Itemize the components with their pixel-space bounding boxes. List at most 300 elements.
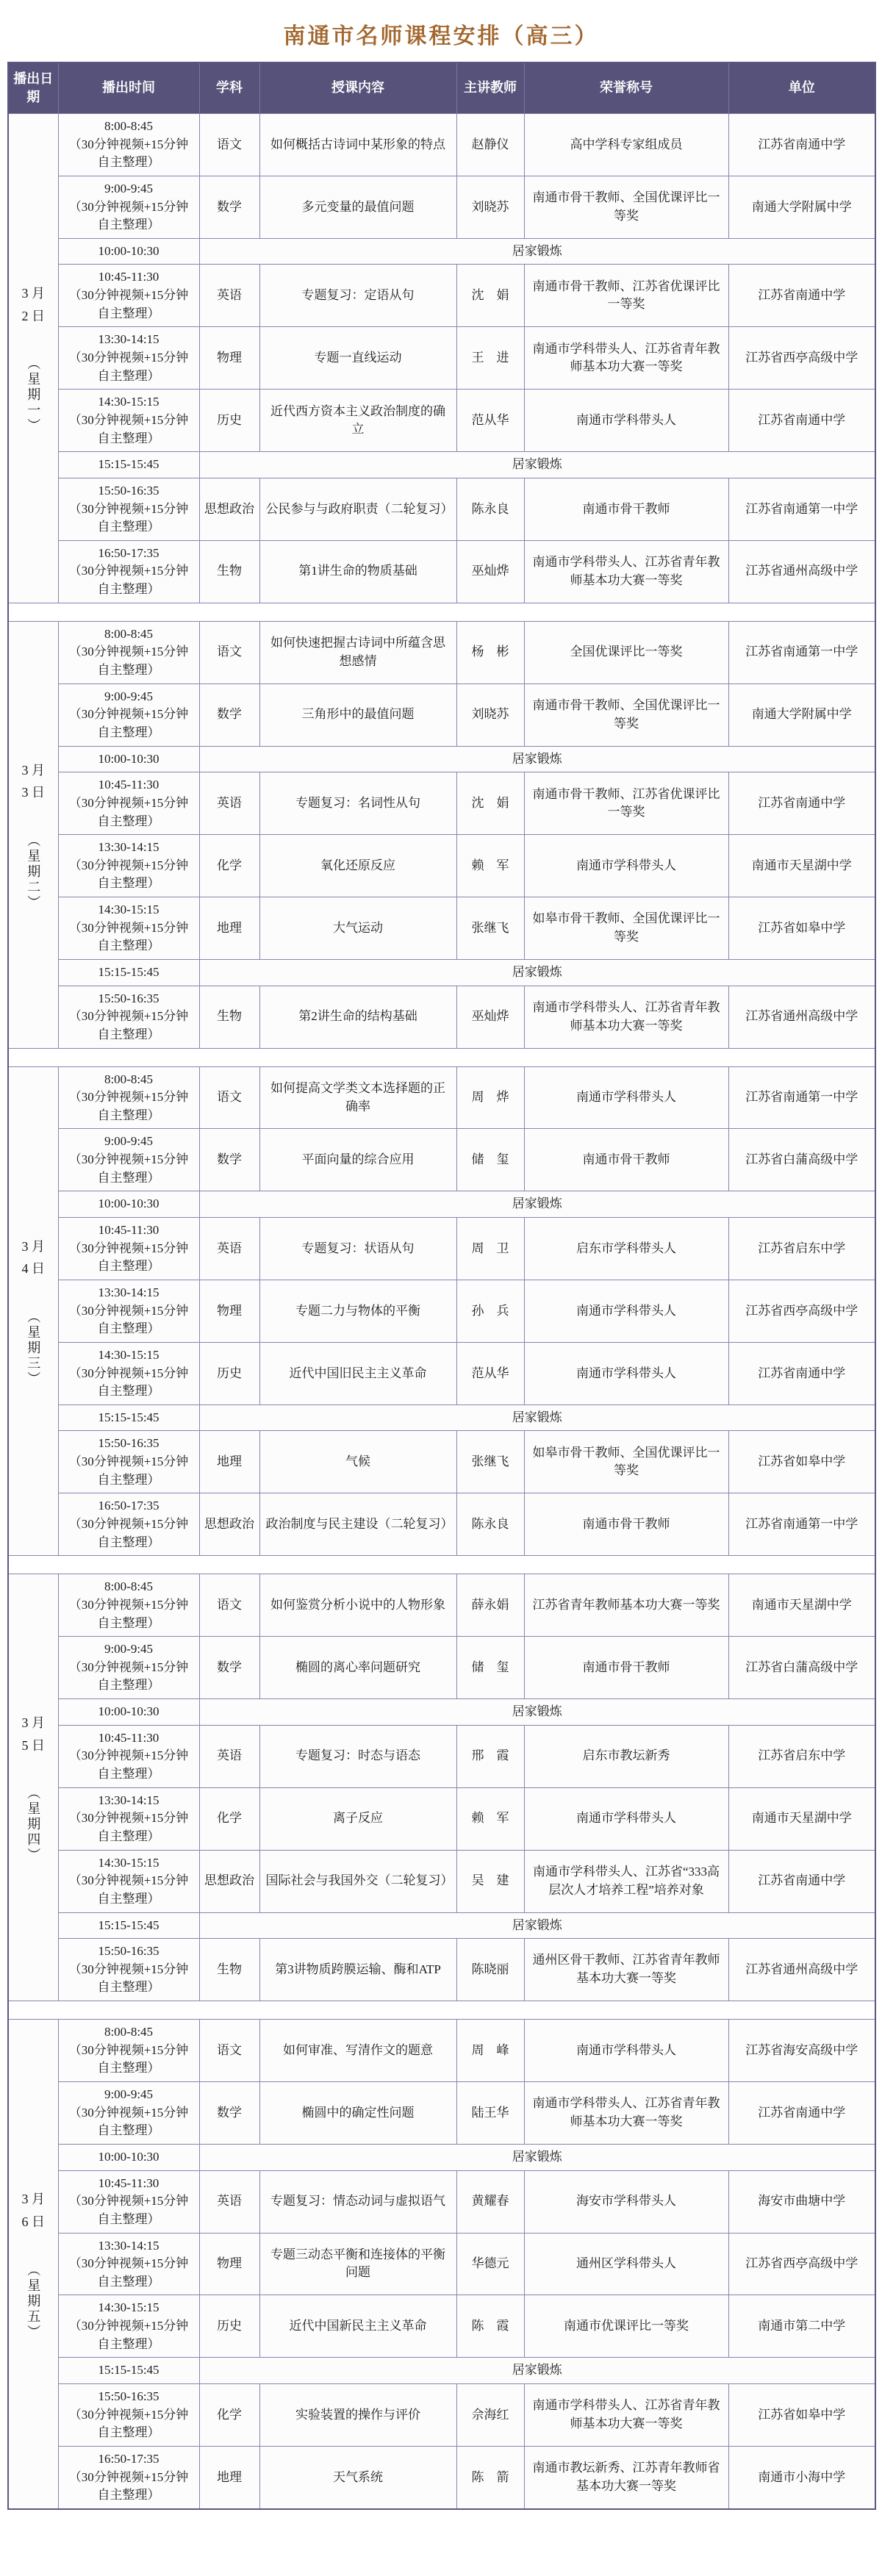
unit-cell: 江苏省南通中学	[728, 114, 875, 176]
lesson-row	[8, 2233, 875, 2295]
subject-cell: 思想政治	[199, 478, 259, 540]
lesson-row	[8, 1637, 875, 1699]
honor-cell: 南通市学科带头人	[524, 1342, 728, 1404]
subject-cell: 化学	[199, 835, 259, 897]
date-day: 2 日	[21, 308, 45, 323]
time-note: （30分钟视频+15分钟自主整理）	[68, 412, 189, 445]
subject-cell: 英语	[199, 2170, 259, 2233]
teacher-cell: 陆王华	[456, 2082, 524, 2145]
date-wrap	[10, 2188, 57, 2339]
lesson-row	[8, 114, 875, 176]
unit-cell: 江苏省如皋中学	[728, 1431, 875, 1493]
time-cell	[58, 2358, 199, 2384]
honor-cell: 南通市教坛新秀、江苏青年教师省基本功大赛一等奖	[524, 2446, 728, 2508]
day-gap-row	[8, 603, 875, 621]
content-cell: 椭圆中的确定性问题	[259, 2082, 456, 2145]
time-text: 14:30-15:15	[98, 1347, 159, 1362]
unit-cell: 江苏省通州高级中学	[728, 1939, 875, 2001]
lesson-row	[8, 897, 875, 960]
time-text: 10:45-11:30	[98, 1223, 159, 1238]
unit-cell: 江苏省启东中学	[728, 1725, 875, 1787]
honor-cell: 南通市骨干教师、全国优课评比一等奖	[524, 176, 728, 238]
unit-cell: 江苏省西亭高级中学	[728, 1280, 875, 1342]
time-text: 15:15-15:45	[98, 1410, 159, 1424]
time-note: （30分钟视频+15分钟自主整理）	[68, 137, 189, 170]
date-day: 3 日	[21, 785, 45, 800]
time-cell	[58, 114, 199, 176]
subject-cell: 物理	[199, 1280, 259, 1342]
content-cell: 近代中国旧民主主义革命	[259, 1342, 456, 1404]
unit-cell: 江苏省西亭高级中学	[728, 327, 875, 390]
time-text: 15:15-15:45	[98, 964, 159, 979]
lesson-row	[8, 621, 875, 684]
unit-cell: 南通市天星湖中学	[728, 1574, 875, 1637]
time-note: （30分钟视频+15分钟自主整理）	[68, 1962, 189, 1995]
teacher-cell: 巫灿烨	[456, 986, 524, 1048]
time-text: 13:30-14:15	[98, 1285, 159, 1299]
time-note: （30分钟视频+15分钟自主整理）	[68, 2256, 189, 2289]
honor-cell: 南通市学科带头人	[524, 2020, 728, 2082]
content-cell: 第1讲生命的物质基础	[259, 540, 456, 603]
unit-cell: 江苏省如皋中学	[728, 897, 875, 960]
header-cell-subject: 学科	[199, 62, 259, 114]
content-cell: 专题复习：定语从句	[259, 265, 456, 327]
teacher-cell: 薛永娟	[456, 1574, 524, 1637]
subject-cell: 语文	[199, 2020, 259, 2082]
time-note: （30分钟视频+15分钟自主整理）	[68, 707, 189, 739]
time-text: 10:00-10:30	[98, 751, 159, 766]
unit-cell: 江苏省南通中学	[728, 1342, 875, 1404]
date-month: 3 月	[21, 1238, 45, 1254]
unit-cell: 江苏省南通中学	[728, 265, 875, 327]
lesson-row	[8, 1218, 875, 1280]
time-cell	[58, 327, 199, 390]
teacher-cell: 赵静仪	[456, 114, 524, 176]
exercise-row	[8, 238, 875, 265]
time-cell	[58, 772, 199, 835]
schedule-body	[8, 114, 875, 2509]
unit-cell: 江苏省南通中学	[728, 1850, 875, 1912]
unit-cell: 江苏省南通第一中学	[728, 478, 875, 540]
time-text: 14:30-15:15	[98, 395, 159, 409]
teacher-cell: 陈晓丽	[456, 1939, 524, 2001]
content-cell: 如何快速把握古诗词中所蕴含思想感情	[259, 621, 456, 684]
date-text	[22, 759, 46, 804]
subject-cell: 数学	[199, 2082, 259, 2145]
subject-cell: 地理	[199, 1431, 259, 1493]
time-cell	[58, 835, 199, 897]
day-gap-row	[8, 1048, 875, 1066]
subject-cell: 历史	[199, 1342, 259, 1404]
honor-cell: 南通市骨干教师、江苏省优课评比一等奖	[524, 265, 728, 327]
time-text: 13:30-14:15	[98, 840, 159, 855]
teacher-cell: 范从华	[456, 1342, 524, 1404]
time-text: 15:50-16:35	[98, 991, 159, 1005]
time-text: 13:30-14:15	[98, 1793, 159, 1807]
time-note: （30分钟视频+15分钟自主整理）	[68, 501, 189, 534]
content-cell: 平面向量的综合应用	[259, 1129, 456, 1191]
honor-cell: 通州区学科带头人	[524, 2233, 728, 2295]
time-text: 10:45-11:30	[98, 778, 159, 792]
time-text: 8:00-8:45	[104, 1072, 154, 1086]
subject-cell: 数学	[199, 684, 259, 746]
date-day: 5 日	[21, 1737, 45, 1753]
time-text: 10:00-10:30	[98, 1196, 159, 1211]
lesson-row	[8, 1066, 875, 1129]
content-cell: 专题复习：名词性从句	[259, 772, 456, 835]
time-note: （30分钟视频+15分钟自主整理）	[68, 1152, 189, 1185]
time-note: （30分钟视频+15分钟自主整理）	[68, 1454, 189, 1487]
lesson-row	[8, 2082, 875, 2145]
lesson-row	[8, 1939, 875, 2001]
time-text: 15:50-16:35	[98, 483, 159, 498]
content-cell: 第2讲生命的结构基础	[259, 986, 456, 1048]
content-cell: 第3讲物质跨膜运输、酶和ATP	[259, 1939, 456, 2001]
content-cell: 近代中国新民主主义革命	[259, 2295, 456, 2358]
time-text: 13:30-14:15	[98, 332, 159, 347]
time-note: （30分钟视频+15分钟自主整理）	[68, 645, 189, 678]
time-cell	[58, 2383, 199, 2446]
honor-cell: 全国优课评比一等奖	[524, 621, 728, 684]
teacher-cell: 邢 霞	[456, 1725, 524, 1787]
honor-cell: 南通市学科带头人、江苏省青年教师基本功大赛一等奖	[524, 2082, 728, 2145]
teacher-cell: 华德元	[456, 2233, 524, 2295]
subject-cell: 物理	[199, 2233, 259, 2295]
teacher-cell: 陈 霞	[456, 2295, 524, 2358]
subject-cell: 物理	[199, 327, 259, 390]
time-note: （30分钟视频+15分钟自主整理）	[68, 1303, 189, 1336]
time-cell	[58, 2233, 199, 2295]
honor-cell: 江苏省青年教师基本功大赛一等奖	[524, 1574, 728, 1637]
content-cell: 专题二力与物体的平衡	[259, 1280, 456, 1342]
time-text: 8:00-8:45	[104, 1579, 154, 1594]
subject-cell: 英语	[199, 772, 259, 835]
date-cell	[8, 1574, 58, 2001]
honor-cell: 启东市教坛新秀	[524, 1725, 728, 1787]
date-text	[22, 282, 46, 327]
day-gap-cell	[8, 1556, 875, 1574]
bottom-spacer	[7, 2510, 875, 2525]
teacher-cell: 刘晓苏	[456, 684, 524, 746]
subject-cell: 化学	[199, 1787, 259, 1850]
teacher-cell: 赖 军	[456, 835, 524, 897]
date-cell	[8, 114, 58, 603]
time-cell	[58, 452, 199, 478]
schedule-table	[7, 62, 876, 2510]
lesson-row	[8, 1129, 875, 1191]
unit-cell: 江苏省南通第一中学	[728, 621, 875, 684]
teacher-cell: 佘海红	[456, 2383, 524, 2446]
teacher-cell: 张继飞	[456, 1431, 524, 1493]
content-cell: 三角形中的最值问题	[259, 684, 456, 746]
header-cell-unit: 单位	[728, 62, 875, 114]
time-text: 15:50-16:35	[98, 1436, 159, 1451]
table-header	[8, 62, 875, 114]
content-cell: 气候	[259, 1431, 456, 1493]
subject-cell: 语文	[199, 1066, 259, 1129]
subject-cell: 英语	[199, 1218, 259, 1280]
exercise-cell: 居家锻炼	[199, 452, 875, 478]
unit-cell: 南通市第二中学	[728, 2295, 875, 2358]
teacher-cell: 王 进	[456, 327, 524, 390]
time-text: 9:00-9:45	[104, 689, 154, 703]
honor-cell: 南通市学科带头人、江苏省“333高层次人才培养工程”培养对象	[524, 1850, 728, 1912]
date-text	[22, 1235, 46, 1280]
content-cell: 离子反应	[259, 1787, 456, 1850]
date-wrap	[10, 282, 57, 434]
time-cell	[58, 1787, 199, 1850]
teacher-cell: 范从华	[456, 390, 524, 452]
time-cell	[58, 1939, 199, 2001]
time-note: （30分钟视频+15分钟自主整理）	[68, 1811, 189, 1843]
unit-cell: 江苏省南通中学	[728, 2082, 875, 2145]
unit-cell: 南通市天星湖中学	[728, 1787, 875, 1850]
teacher-cell: 陈永良	[456, 478, 524, 540]
exercise-cell: 居家锻炼	[199, 1191, 875, 1218]
honor-cell: 南通市骨干教师	[524, 1637, 728, 1699]
subject-cell: 数学	[199, 176, 259, 238]
unit-cell: 江苏省南通第一中学	[728, 1493, 875, 1556]
time-text: 14:30-15:15	[98, 2300, 159, 2315]
time-text: 8:00-8:45	[104, 119, 154, 133]
content-cell: 如何鉴赏分析小说中的人物形象	[259, 1574, 456, 1637]
lesson-row	[8, 478, 875, 540]
time-cell	[58, 897, 199, 960]
exercise-cell: 居家锻炼	[199, 2358, 875, 2384]
exercise-row	[8, 2358, 875, 2384]
date-wrap	[10, 1235, 57, 1387]
weekday-label: （星期五）	[26, 2262, 41, 2340]
content-cell: 氧化还原反应	[259, 835, 456, 897]
time-text: 9:00-9:45	[104, 181, 154, 195]
date-month: 3 月	[21, 762, 45, 778]
time-note: （30分钟视频+15分钟自主整理）	[68, 1009, 189, 1041]
time-cell	[58, 1404, 199, 1431]
teacher-cell: 周 卫	[456, 1218, 524, 1280]
teacher-cell: 沈 娟	[456, 265, 524, 327]
date-cell	[8, 621, 58, 1048]
subject-cell: 语文	[199, 1574, 259, 1637]
time-text: 10:00-10:30	[98, 2149, 159, 2164]
lesson-row	[8, 540, 875, 603]
page-title: 南通市名师课程安排（高三）	[283, 24, 599, 49]
time-text: 10:45-11:30	[98, 2175, 159, 2190]
day-gap-cell	[8, 603, 875, 621]
exercise-cell: 居家锻炼	[199, 959, 875, 986]
time-cell	[58, 2144, 199, 2170]
lesson-row	[8, 1342, 875, 1404]
date-text	[22, 2188, 46, 2233]
content-cell: 专题复习：状语从句	[259, 1218, 456, 1280]
time-cell	[58, 1280, 199, 1342]
exercise-row	[8, 1191, 875, 1218]
time-text: 15:50-16:35	[98, 1944, 159, 1959]
exercise-cell: 居家锻炼	[199, 238, 875, 265]
content-cell: 大气运动	[259, 897, 456, 960]
subject-cell: 地理	[199, 2446, 259, 2508]
content-cell: 如何提高文学类文本选择题的正确率	[259, 1066, 456, 1129]
unit-cell: 江苏省白蒲高级中学	[728, 1129, 875, 1191]
time-text: 15:15-15:45	[98, 457, 159, 472]
date-wrap	[10, 1712, 57, 1863]
subject-cell: 生物	[199, 986, 259, 1048]
time-text: 9:00-9:45	[104, 1642, 154, 1657]
honor-cell: 南通市优课评比一等奖	[524, 2295, 728, 2358]
time-cell	[58, 2020, 199, 2082]
time-note: （30分钟视频+15分钟自主整理）	[68, 2042, 189, 2075]
lesson-row	[8, 265, 875, 327]
time-cell	[58, 2295, 199, 2358]
lesson-row	[8, 1493, 875, 1556]
time-note: （30分钟视频+15分钟自主整理）	[68, 795, 189, 828]
honor-cell: 南通市学科带头人	[524, 1280, 728, 1342]
time-cell	[58, 176, 199, 238]
content-cell: 近代西方资本主义政治制度的确立	[259, 390, 456, 452]
header-cell-content: 授课内容	[259, 62, 456, 114]
subject-cell: 语文	[199, 621, 259, 684]
subject-cell: 地理	[199, 897, 259, 960]
time-cell	[58, 1431, 199, 1493]
time-cell	[58, 621, 199, 684]
time-text: 14:30-15:15	[98, 1855, 159, 1870]
time-cell	[58, 1912, 199, 1939]
lesson-row	[8, 1850, 875, 1912]
subject-cell: 英语	[199, 265, 259, 327]
content-cell: 公民参与与政府职责（二轮复习）	[259, 478, 456, 540]
honor-cell: 南通市学科带头人、江苏省青年教师基本功大赛一等奖	[524, 986, 728, 1048]
time-note: （30分钟视频+15分钟自主整理）	[68, 1517, 189, 1549]
lesson-row	[8, 390, 875, 452]
time-text: 8:00-8:45	[104, 626, 154, 641]
honor-cell: 南通市学科带头人	[524, 835, 728, 897]
unit-cell: 江苏省通州高级中学	[728, 986, 875, 1048]
weekday-label: （星期二）	[26, 833, 41, 911]
time-text: 14:30-15:15	[98, 903, 159, 917]
teacher-cell: 周 峰	[456, 2020, 524, 2082]
lesson-row	[8, 1431, 875, 1493]
teacher-cell: 杨 彬	[456, 621, 524, 684]
date-month: 3 月	[21, 286, 45, 301]
time-text: 15:15-15:45	[98, 1917, 159, 1932]
lesson-row	[8, 2446, 875, 2508]
honor-cell: 南通市学科带头人、江苏省青年教师基本功大赛一等奖	[524, 327, 728, 390]
content-cell: 专题三动态平衡和连接体的平衡问题	[259, 2233, 456, 2295]
teacher-cell: 巫灿烨	[456, 540, 524, 603]
time-cell	[58, 1129, 199, 1191]
date-cell	[8, 2020, 58, 2509]
exercise-cell: 居家锻炼	[199, 1404, 875, 1431]
exercise-cell: 居家锻炼	[199, 746, 875, 772]
time-cell	[58, 1725, 199, 1787]
time-note: （30分钟视频+15分钟自主整理）	[68, 2407, 189, 2440]
unit-cell: 江苏省如皋中学	[728, 2383, 875, 2446]
date-wrap	[10, 759, 57, 911]
unit-cell: 江苏省南通第一中学	[728, 1066, 875, 1129]
lesson-row	[8, 1787, 875, 1850]
time-note: （30分钟视频+15分钟自主整理）	[68, 1748, 189, 1782]
honor-cell: 启东市学科带头人	[524, 1218, 728, 1280]
honor-cell: 南通市骨干教师、江苏省优课评比一等奖	[524, 772, 728, 835]
weekday-label: （星期一）	[26, 356, 41, 434]
date-text	[22, 1712, 46, 1757]
teacher-cell: 黄耀春	[456, 2170, 524, 2233]
lesson-row	[8, 1574, 875, 1637]
exercise-row	[8, 2144, 875, 2170]
time-note: （30分钟视频+15分钟自主整理）	[68, 1873, 189, 1906]
unit-cell: 江苏省西亭高级中学	[728, 2233, 875, 2295]
unit-cell: 江苏省通州高级中学	[728, 540, 875, 603]
content-cell: 专题一直线运动	[259, 327, 456, 390]
time-text: 8:00-8:45	[104, 2025, 154, 2039]
header-row	[8, 62, 875, 114]
time-note: （30分钟视频+15分钟自主整理）	[68, 1660, 189, 1693]
honor-cell: 南通市骨干教师、全国优课评比一等奖	[524, 684, 728, 746]
honor-cell: 海安市学科带头人	[524, 2170, 728, 2233]
lesson-row	[8, 772, 875, 835]
content-cell: 专题复习：情态动词与虚拟语气	[259, 2170, 456, 2233]
teacher-cell: 刘晓苏	[456, 176, 524, 238]
time-note: （30分钟视频+15分钟自主整理）	[68, 1241, 189, 1274]
content-cell: 多元变量的最值问题	[259, 176, 456, 238]
day-gap-cell	[8, 1048, 875, 1066]
time-text: 16:50-17:35	[98, 2451, 159, 2466]
unit-cell: 南通大学附属中学	[728, 684, 875, 746]
exercise-row	[8, 1699, 875, 1726]
time-note: （30分钟视频+15分钟自主整理）	[68, 351, 189, 383]
content-cell: 政治制度与民主建设（二轮复习）	[259, 1493, 456, 1556]
header-cell-time: 播出时间	[58, 62, 199, 114]
unit-cell: 江苏省启东中学	[728, 1218, 875, 1280]
lesson-row	[8, 1280, 875, 1342]
content-cell: 国际社会与我国外交（二轮复习）	[259, 1850, 456, 1912]
time-cell	[58, 390, 199, 452]
honor-cell: 高中学科专家组成员	[524, 114, 728, 176]
honor-cell: 通州区骨干教师、江苏省青年教师基本功大赛一等奖	[524, 1939, 728, 2001]
honor-cell: 南通市学科带头人	[524, 1066, 728, 1129]
time-note: （30分钟视频+15分钟自主整理）	[68, 858, 189, 891]
subject-cell: 生物	[199, 540, 259, 603]
time-note: （30分钟视频+15分钟自主整理）	[68, 564, 189, 597]
lesson-row	[8, 2020, 875, 2082]
content-cell: 实验装置的操作与评价	[259, 2383, 456, 2446]
content-cell: 椭圆的离心率问题研究	[259, 1637, 456, 1699]
lesson-row	[8, 327, 875, 390]
content-cell: 如何审准、写清作文的题意	[259, 2020, 456, 2082]
time-text: 10:00-10:30	[98, 1704, 159, 1719]
subject-cell: 数学	[199, 1129, 259, 1191]
content-cell: 天气系统	[259, 2446, 456, 2508]
lesson-row	[8, 1725, 875, 1787]
day-gap-row	[8, 2001, 875, 2020]
time-cell	[58, 959, 199, 986]
exercise-cell: 居家锻炼	[199, 1912, 875, 1939]
time-cell	[58, 1574, 199, 1637]
weekday-label: （星期四）	[26, 1786, 41, 1864]
subject-cell: 历史	[199, 2295, 259, 2358]
time-text: 16:50-17:35	[98, 545, 159, 560]
exercise-row	[8, 746, 875, 772]
time-note: （30分钟视频+15分钟自主整理）	[68, 2194, 189, 2226]
time-note: （30分钟视频+15分钟自主整理）	[68, 2319, 189, 2351]
weekday-label: （星期三）	[26, 1310, 41, 1387]
time-cell	[58, 2082, 199, 2145]
teacher-cell: 赖 军	[456, 1787, 524, 1850]
lesson-row	[8, 684, 875, 746]
honor-cell: 南通市骨干教师	[524, 478, 728, 540]
subject-cell: 语文	[199, 114, 259, 176]
time-text: 10:45-11:30	[98, 270, 159, 284]
lesson-row	[8, 2170, 875, 2233]
